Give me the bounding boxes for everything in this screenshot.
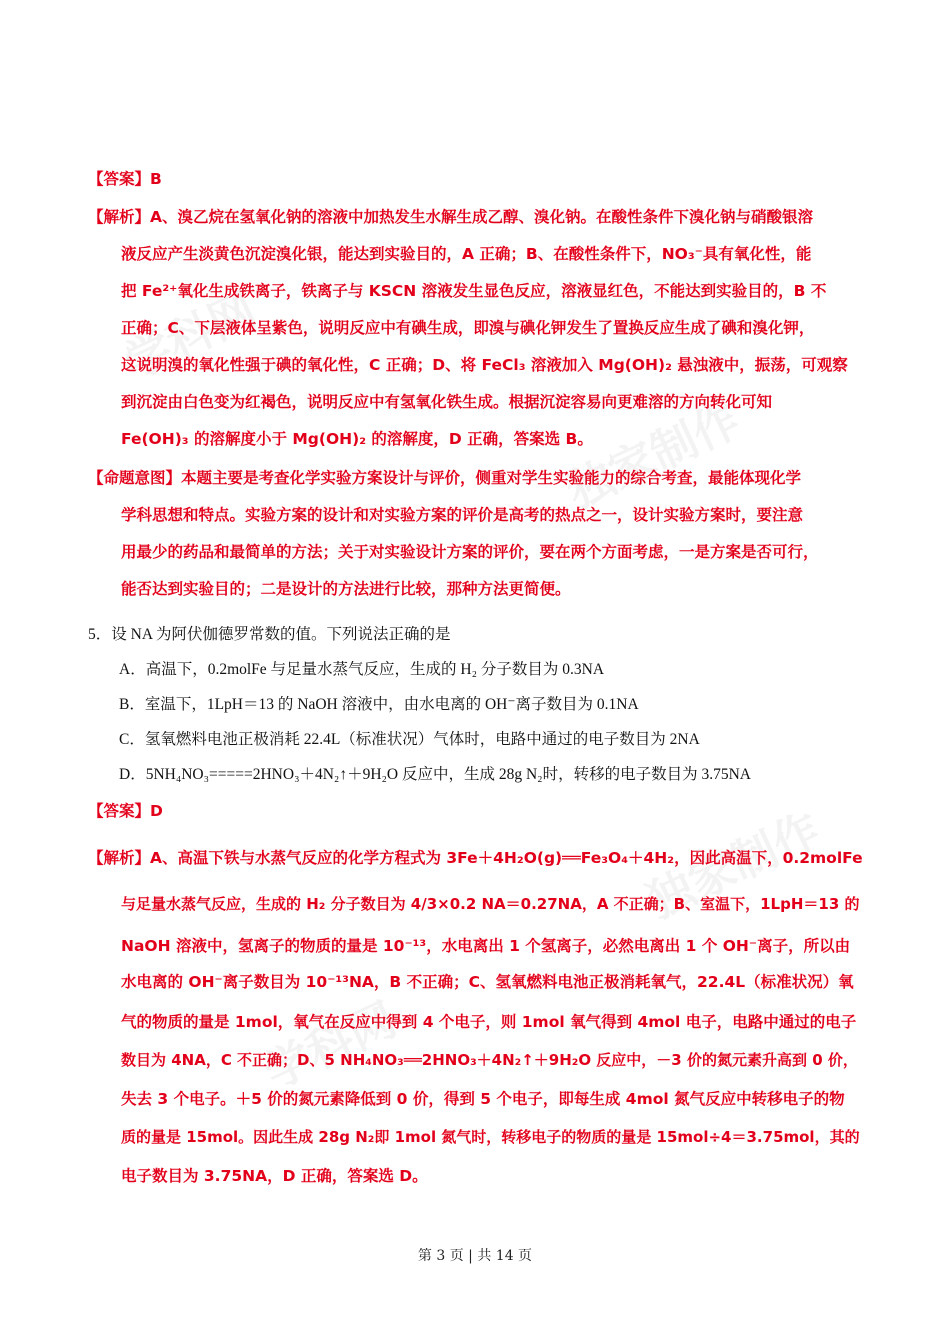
analysis-line: 气的物质的量是 1mol，氧气在反应中得到 4 个电子，则 1mol 氧气得到 4mol 电子，电路中通过的电子: [121, 1013, 857, 1031]
option-b: B．室温下，1LpH＝13 的 NaOH 溶液中，由水电离的 OH⁻离子数目为 0.1NA: [119, 696, 639, 713]
intent-line: 学科思想和特点。实验方案的设计和对实验方案的评价是高考的热点之一，设计实验方案时，要注意: [121, 506, 804, 524]
option-c: C．氢氧燃料电池正极消耗 22.4L（标准状况）气体时，电路中通过的电子数目为 2NA: [119, 731, 700, 748]
option-a: A．高温下，0.2molFe 与足量水蒸气反应，生成的 H₂ 分子数目为 0.3NA: [119, 661, 605, 678]
option-d: D．5NH₄NO₃=====2HNO₃＋4N₂↑＋9H₂O 反应中，生成 28g N₂时，转移的电子数目为 3.75NA: [119, 766, 751, 783]
answer-label: 【答案】B: [88, 170, 162, 188]
analysis-line: 正确；C、下层液体呈紫色，说明反应中有碘生成，即溴与碘化钾发生了置换反应生成了碘和溴化钾，: [121, 319, 815, 337]
watermark: 独家制作: [638, 802, 829, 930]
analysis-line: NaOH 溶液中，氢离子的物质的量是 10⁻¹³，水电离出 1 个氢离子，必然电离出 1 个 OH⁻离子，所以由: [121, 937, 851, 955]
analysis-line: 电子数目为 3.75NA，D 正确，答案选 D。: [121, 1167, 428, 1185]
analysis-line: 水电离的 OH⁻离子数目为 10⁻¹³NA，B 不正确；C、氢氧燃料电池正极消耗氧气，22.4L（标准状况）氧: [121, 973, 854, 991]
analysis-line: 到沉淀由白色变为红褐色，说明反应中有氢氧化铁生成。根据沉淀容易向更难溶的方向转化可知: [121, 393, 773, 411]
intent-line: 用最少的药品和最简单的方法；关于对实验设计方案的评价，要在两个方面考虑，一是方案是否可行，: [121, 543, 819, 561]
analysis-line: 数目为 4NA，C 不正确；D、5 NH₄NO₃══2HNO₃＋4N₂↑＋9H₂O 反应中，－3 价的氮元素升高到 0 价，: [121, 1051, 858, 1069]
watermark: 独家制作: [558, 392, 749, 520]
watermark: 学科网: [116, 282, 265, 390]
analysis-line: 与足量水蒸气反应，生成的 H₂ 分子数目为 4/3×0.2 NA＝0.27NA，A 不正确；B、室温下，1LpH＝13 的: [121, 895, 860, 913]
page-footer: 第 3 页 | 共 14 页: [417, 1248, 533, 1264]
question-5-stem: 5．设 NA 为阿伏伽德罗常数的值。下列说法正确的是: [88, 626, 451, 643]
answer-label: 【答案】D: [88, 802, 163, 820]
watermark: 学科网: [256, 992, 405, 1100]
analysis-line: 质的量是 15mol。因此生成 28g N₂即 1mol 氮气时，转移电子的物质的量是 15mol÷4＝3.75mol，其的: [121, 1128, 860, 1146]
analysis-line: 把 Fe²⁺氧化生成铁离子，铁离子与 KSCN 溶液发生显色反应，溶液显红色，不能达到实验目的，B 不: [121, 282, 827, 300]
intent-line: 能否达到实验目的；二是设计的方法进行比较，那种方法更简便。: [121, 580, 571, 598]
intent-line: 【命题意图】本题主要是考查化学实验方案设计与评价，侧重对学生实验能力的综合考查，最能体现化学: [88, 469, 802, 487]
analysis-line: 【解析】A、高温下铁与水蒸气反应的化学方程式为 3Fe＋4H₂O(g)══Fe₃O₄＋4H₂，因此高温下，0.2molFe: [88, 849, 863, 867]
analysis-line: 这说明溴的氧化性强于碘的氧化性，C 正确；D、将 FeCl₃ 溶液加入 Mg(OH)₂ 悬浊液中，振荡，可观察: [121, 356, 848, 374]
analysis-line: Fe(OH)₃ 的溶解度小于 Mg(OH)₂ 的溶解度，D 正确，答案选 B。: [121, 430, 593, 448]
analysis-line: 失去 3 个电子。＋5 价的氮元素降低到 0 价，得到 5 个电子，即每生成 4mol 氮气反应中转移电子的物: [121, 1090, 845, 1108]
analysis-line: 【解析】A、溴乙烷在氢氧化钠的溶液中加热发生水解生成乙醇、溴化钠。在酸性条件下溴化钠与硝酸银溶: [88, 208, 813, 226]
analysis-line: 液反应产生淡黄色沉淀溴化银，能达到实验目的，A 正确；B、在酸性条件下，NO₃⁻具有氧化性，能: [121, 245, 812, 263]
